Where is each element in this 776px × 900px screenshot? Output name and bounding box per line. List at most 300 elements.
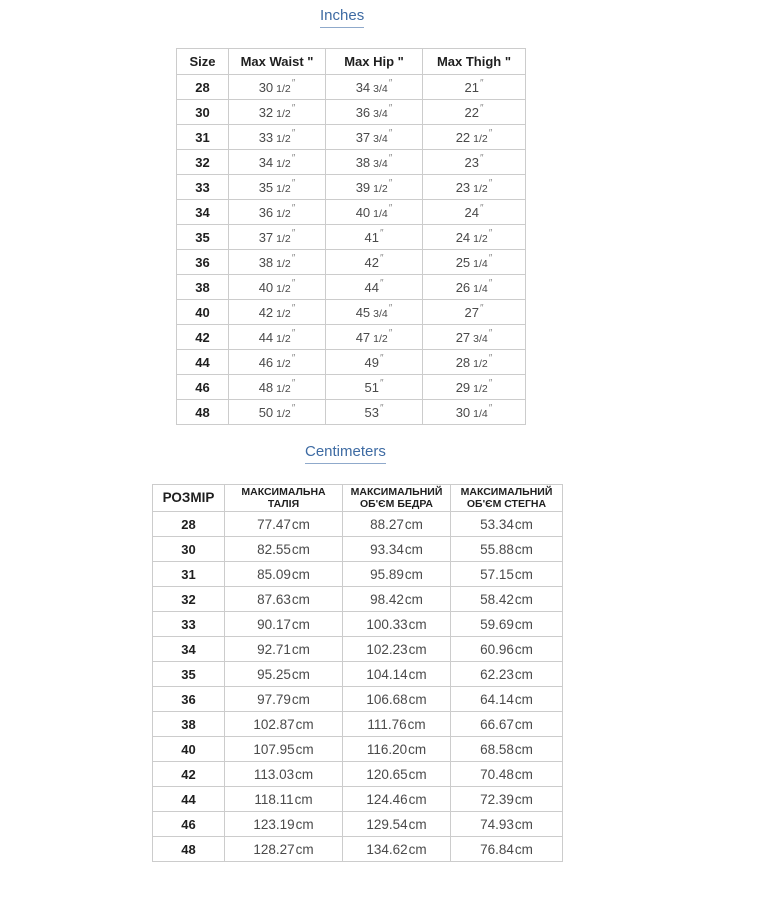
table-row	[177, 75, 526, 100]
table-row	[153, 837, 563, 862]
measure-value: 62.23	[480, 666, 514, 682]
measure-value: 64.14	[480, 691, 514, 707]
measure-cell	[451, 687, 563, 712]
measure-cell	[451, 587, 563, 612]
measure-cell	[225, 812, 343, 837]
measure-cell	[451, 712, 563, 737]
measure-value: 66.67	[480, 716, 514, 732]
measure-value: 129.54	[366, 816, 408, 832]
measure-cell	[423, 175, 526, 200]
measure-cell	[343, 662, 451, 687]
measure-whole: 48	[258, 379, 274, 395]
inch-mark: ″	[388, 328, 393, 340]
measure-fraction: 1/2	[276, 357, 291, 370]
measure-cell	[423, 350, 526, 375]
measure-cell	[229, 100, 326, 125]
size-cell: 31	[153, 562, 225, 587]
measure-value: 95.89	[370, 566, 404, 582]
inch-mark: ″	[488, 128, 493, 140]
inches-header-max-thigh: Max Thigh "	[423, 49, 526, 75]
measure-cell	[326, 225, 423, 250]
measure-whole: 21	[464, 79, 479, 95]
size-cell: 32	[153, 587, 225, 612]
measure-value: 90.17	[257, 616, 291, 632]
inch-mark: ″	[488, 178, 493, 190]
measure-value: 60.96	[480, 641, 514, 657]
measure-fraction: 1/2	[373, 182, 388, 195]
measure-cell	[451, 787, 563, 812]
unit-label: cm	[294, 791, 313, 807]
size-cell: 28	[177, 75, 229, 100]
cm-header-max-thigh: МАКСИМАЛЬНИЙ ОБ'ЄМ СТЕГНА	[451, 485, 563, 512]
size-cell: 36	[153, 687, 225, 712]
unit-label: cm	[291, 616, 310, 632]
measure-cell	[229, 300, 326, 325]
measure-cell	[451, 837, 563, 862]
measure-cell	[451, 637, 563, 662]
measure-whole: 38	[355, 154, 371, 170]
unit-label: cm	[408, 641, 427, 657]
inches-header-size: Size	[177, 49, 229, 75]
size-cell: 34	[177, 200, 229, 225]
unit-label: cm	[291, 516, 310, 532]
measure-fraction: 3/4	[373, 307, 388, 320]
inch-mark: ″	[388, 303, 393, 315]
size-cell: 28	[153, 512, 225, 537]
size-cell: 33	[177, 175, 229, 200]
measure-whole: 34	[355, 79, 371, 95]
measure-fraction: 3/4	[473, 332, 488, 345]
measure-whole: 50	[258, 404, 274, 420]
table-row	[153, 637, 563, 662]
measure-fraction: 1/2	[276, 232, 291, 245]
measure-cell	[229, 275, 326, 300]
measure-fraction: 1/2	[473, 382, 488, 395]
unit-label: cm	[514, 816, 533, 832]
measure-cell	[451, 537, 563, 562]
unit-label: cm	[514, 841, 533, 857]
inch-mark: ″	[379, 228, 384, 240]
measure-fraction: 1/4	[473, 407, 488, 420]
measure-cell	[423, 150, 526, 175]
measure-cell	[225, 662, 343, 687]
measure-cell	[225, 712, 343, 737]
measure-cell	[451, 737, 563, 762]
unit-label: cm	[291, 666, 310, 682]
measure-value: 124.46	[366, 791, 408, 807]
measure-value: 55.88	[480, 541, 514, 557]
measure-fraction: 3/4	[373, 107, 388, 120]
measure-value: 98.42	[370, 591, 404, 607]
measure-value: 57.15	[480, 566, 514, 582]
measure-value: 76.84	[480, 841, 514, 857]
inch-mark: ″	[488, 353, 493, 365]
measure-cell	[423, 125, 526, 150]
inch-mark: ″	[291, 278, 296, 290]
inch-mark: ″	[291, 203, 296, 215]
measure-whole: 51	[364, 379, 379, 395]
measure-fraction: 1/2	[276, 282, 291, 295]
measure-cell	[423, 100, 526, 125]
table-row	[153, 787, 563, 812]
table-row	[153, 537, 563, 562]
size-cell: 44	[153, 787, 225, 812]
measure-fraction: 1/4	[473, 282, 488, 295]
measure-value: 107.95	[253, 741, 295, 757]
unit-label: cm	[514, 666, 533, 682]
unit-label: cm	[291, 641, 310, 657]
unit-label: cm	[295, 716, 314, 732]
inch-mark: ″	[291, 353, 296, 365]
measure-fraction: 1/2	[276, 307, 291, 320]
inch-mark: ″	[291, 228, 296, 240]
unit-label: cm	[295, 766, 314, 782]
unit-label: cm	[404, 516, 423, 532]
table-row	[177, 150, 526, 175]
measure-value: 68.58	[480, 741, 514, 757]
measure-whole: 30	[455, 404, 471, 420]
inch-mark: ″	[291, 103, 296, 115]
measure-cell	[326, 250, 423, 275]
measure-cell	[451, 512, 563, 537]
measure-fraction: 1/2	[473, 182, 488, 195]
measure-cell	[451, 662, 563, 687]
measure-cell	[343, 712, 451, 737]
measure-cell	[423, 75, 526, 100]
cm-table-body	[153, 512, 563, 862]
measure-fraction: 1/2	[276, 182, 291, 195]
measure-value: 59.69	[480, 616, 514, 632]
measure-value: 104.14	[366, 666, 408, 682]
measure-value: 134.62	[366, 841, 408, 857]
inch-mark: ″	[291, 128, 296, 140]
table-row	[177, 175, 526, 200]
measure-whole: 45	[355, 304, 371, 320]
measure-fraction: 1/2	[276, 382, 291, 395]
unit-label: cm	[295, 741, 314, 757]
cm-header-max-hip: МАКСИМАЛЬНИЙ ОБ'ЄМ БЕДРА	[343, 485, 451, 512]
inch-mark: ″	[479, 78, 484, 90]
measure-whole: 37	[258, 229, 274, 245]
unit-label: cm	[408, 666, 427, 682]
inch-mark: ″	[379, 278, 384, 290]
measure-cell	[225, 612, 343, 637]
measure-cell	[423, 400, 526, 425]
cm-header-row	[153, 485, 563, 512]
inch-mark: ″	[379, 403, 384, 415]
measure-cell	[423, 200, 526, 225]
table-row	[177, 125, 526, 150]
measure-whole: 36	[258, 204, 274, 220]
measure-cell	[225, 537, 343, 562]
table-row	[153, 737, 563, 762]
measure-cell	[423, 225, 526, 250]
unit-label: cm	[514, 791, 533, 807]
measure-whole: 34	[258, 154, 274, 170]
inch-mark: ″	[488, 253, 493, 265]
table-row	[177, 300, 526, 325]
measure-cell	[225, 512, 343, 537]
size-cell: 38	[177, 275, 229, 300]
measure-whole: 40	[355, 204, 371, 220]
table-row	[177, 200, 526, 225]
measure-whole: 24	[464, 204, 479, 220]
measure-whole: 35	[258, 179, 274, 195]
measure-cell	[229, 325, 326, 350]
measure-cell	[343, 562, 451, 587]
measure-fraction: 1/2	[276, 82, 291, 95]
measure-value: 85.09	[257, 566, 291, 582]
measure-cell	[343, 812, 451, 837]
measure-value: 53.34	[480, 516, 514, 532]
measure-value: 77.47	[257, 516, 291, 532]
size-cell: 30	[153, 537, 225, 562]
unit-label: cm	[408, 791, 427, 807]
measure-value: 118.11	[254, 791, 294, 807]
inch-mark: ″	[388, 203, 393, 215]
measure-whole: 30	[258, 79, 274, 95]
measure-value: 82.55	[257, 541, 291, 557]
table-row	[177, 100, 526, 125]
inch-mark: ″	[479, 153, 484, 165]
inches-header-max-waist: Max Waist "	[229, 49, 326, 75]
measure-cell	[225, 787, 343, 812]
inch-mark: ″	[488, 228, 493, 240]
measure-whole: 47	[355, 329, 371, 345]
measure-whole: 36	[355, 104, 371, 120]
inch-mark: ″	[291, 303, 296, 315]
measure-cell	[229, 200, 326, 225]
size-cell: 30	[177, 100, 229, 125]
measure-cell	[326, 375, 423, 400]
inches-header-row	[177, 49, 526, 75]
measure-whole: 37	[355, 129, 371, 145]
size-cell: 46	[177, 375, 229, 400]
measure-value: 123.19	[253, 816, 295, 832]
measure-fraction: 1/4	[473, 257, 488, 270]
table-row	[177, 400, 526, 425]
table-row	[153, 612, 563, 637]
unit-label: cm	[514, 566, 533, 582]
unit-label: cm	[514, 516, 533, 532]
measure-fraction: 1/2	[473, 132, 488, 145]
measure-fraction: 1/2	[276, 132, 291, 145]
measure-cell	[225, 587, 343, 612]
size-cell: 35	[153, 662, 225, 687]
inch-mark: ″	[388, 178, 393, 190]
measure-cell	[343, 512, 451, 537]
unit-label: cm	[514, 716, 533, 732]
measure-cell	[326, 350, 423, 375]
size-cell: 42	[153, 762, 225, 787]
unit-label: cm	[295, 816, 314, 832]
measure-cell	[423, 250, 526, 275]
measure-cell	[229, 175, 326, 200]
unit-label: cm	[514, 591, 533, 607]
centimeters-link[interactable]: Centimeters	[305, 443, 386, 464]
measure-cell	[229, 350, 326, 375]
measure-whole: 40	[258, 279, 274, 295]
inch-mark: ″	[291, 328, 296, 340]
measure-whole: 39	[355, 179, 371, 195]
size-cell: 36	[177, 250, 229, 275]
size-cell: 32	[177, 150, 229, 175]
unit-label: cm	[407, 716, 426, 732]
table-row	[153, 687, 563, 712]
inch-mark: ″	[488, 328, 493, 340]
inch-mark: ″	[291, 403, 296, 415]
measure-fraction: 1/2	[473, 232, 488, 245]
unit-label: cm	[514, 741, 533, 757]
unit-label: cm	[514, 641, 533, 657]
measure-fraction: 1/2	[276, 207, 291, 220]
measure-whole: 42	[364, 254, 379, 270]
measure-cell	[423, 325, 526, 350]
inch-mark: ″	[479, 303, 484, 315]
measure-value: 102.23	[366, 641, 408, 657]
measure-fraction: 1/2	[276, 332, 291, 345]
measure-fraction: 1/2	[373, 332, 388, 345]
unit-label: cm	[291, 691, 310, 707]
inch-mark: ″	[479, 103, 484, 115]
unit-label: cm	[404, 566, 423, 582]
unit-label: cm	[295, 841, 314, 857]
inch-mark: ″	[379, 253, 384, 265]
measure-value: 106.68	[366, 691, 408, 707]
measure-cell	[423, 375, 526, 400]
measure-whole: 27	[464, 304, 479, 320]
unit-label: cm	[408, 691, 427, 707]
measure-value: 97.79	[257, 691, 291, 707]
unit-label: cm	[408, 841, 427, 857]
unit-label: cm	[514, 691, 533, 707]
inch-mark: ″	[388, 103, 393, 115]
measure-cell	[326, 100, 423, 125]
measure-cell	[343, 837, 451, 862]
inches-link[interactable]: Inches	[320, 7, 364, 28]
measure-whole: 28	[455, 354, 471, 370]
inch-mark: ″	[379, 353, 384, 365]
measure-value: 87.63	[257, 591, 291, 607]
measure-cell	[451, 812, 563, 837]
unit-label: cm	[404, 541, 423, 557]
size-cell: 42	[177, 325, 229, 350]
size-cell: 46	[153, 812, 225, 837]
measure-cell	[343, 787, 451, 812]
table-row	[153, 587, 563, 612]
measure-whole: 41	[364, 229, 379, 245]
measure-cell	[451, 612, 563, 637]
measure-cell	[229, 225, 326, 250]
measure-cell	[229, 250, 326, 275]
cm-header-max-waist: МАКСИМАЛЬНА ТАЛІЯ	[225, 485, 343, 512]
measure-fraction: 1/2	[473, 357, 488, 370]
size-cell: 31	[177, 125, 229, 150]
unit-label: cm	[514, 541, 533, 557]
measure-cell	[343, 612, 451, 637]
measure-cell	[343, 587, 451, 612]
unit-label: cm	[408, 766, 427, 782]
unit-label: cm	[291, 591, 310, 607]
centimeters-table	[152, 484, 563, 862]
measure-cell	[343, 687, 451, 712]
measure-cell	[225, 637, 343, 662]
unit-label: cm	[408, 616, 427, 632]
measure-value: 93.34	[370, 541, 404, 557]
measure-cell	[326, 300, 423, 325]
inch-mark: ″	[479, 203, 484, 215]
table-row	[153, 662, 563, 687]
inch-mark: ″	[291, 178, 296, 190]
measure-fraction: 1/4	[373, 207, 388, 220]
measure-cell	[343, 737, 451, 762]
unit-label: cm	[514, 766, 533, 782]
size-cell: 38	[153, 712, 225, 737]
measure-whole: 27	[455, 329, 471, 345]
table-row	[153, 762, 563, 787]
measure-whole: 44	[258, 329, 274, 345]
inch-mark: ″	[379, 378, 384, 390]
measure-cell	[229, 150, 326, 175]
measure-cell	[326, 75, 423, 100]
measure-fraction: 3/4	[373, 82, 388, 95]
table-row	[177, 250, 526, 275]
size-cell: 44	[177, 350, 229, 375]
measure-whole: 42	[258, 304, 274, 320]
cm-header-size: РОЗМІР	[153, 485, 225, 512]
measure-value: 100.33	[366, 616, 408, 632]
measure-value: 74.93	[480, 816, 514, 832]
measure-cell	[326, 275, 423, 300]
measure-whole: 53	[364, 404, 379, 420]
inch-mark: ″	[291, 78, 296, 90]
inch-mark: ″	[488, 278, 493, 290]
inch-mark: ″	[291, 253, 296, 265]
measure-cell	[326, 150, 423, 175]
table-row	[153, 512, 563, 537]
size-cell: 35	[177, 225, 229, 250]
measure-cell	[225, 687, 343, 712]
table-row	[153, 812, 563, 837]
measure-fraction: 3/4	[373, 132, 388, 145]
measure-cell	[229, 75, 326, 100]
unit-label: cm	[404, 591, 423, 607]
inch-mark: ″	[488, 403, 493, 415]
table-row	[177, 275, 526, 300]
inch-mark: ″	[291, 153, 296, 165]
inch-mark: ″	[388, 153, 393, 165]
measure-cell	[326, 400, 423, 425]
table-row	[177, 325, 526, 350]
inch-mark: ″	[388, 128, 393, 140]
unit-label: cm	[291, 566, 310, 582]
measure-value: 95.25	[257, 666, 291, 682]
table-row	[153, 562, 563, 587]
measure-fraction: 1/2	[276, 107, 291, 120]
measure-cell	[343, 637, 451, 662]
size-cell: 40	[153, 737, 225, 762]
inches-header-max-hip: Max Hip "	[326, 49, 423, 75]
measure-cell	[229, 375, 326, 400]
measure-cell	[225, 562, 343, 587]
measure-whole: 49	[364, 354, 379, 370]
measure-value: 88.27	[370, 516, 404, 532]
measure-whole: 29	[455, 379, 471, 395]
measure-fraction: 1/2	[276, 407, 291, 420]
measure-whole: 23	[464, 154, 479, 170]
measure-fraction: 1/2	[276, 257, 291, 270]
measure-cell	[326, 325, 423, 350]
